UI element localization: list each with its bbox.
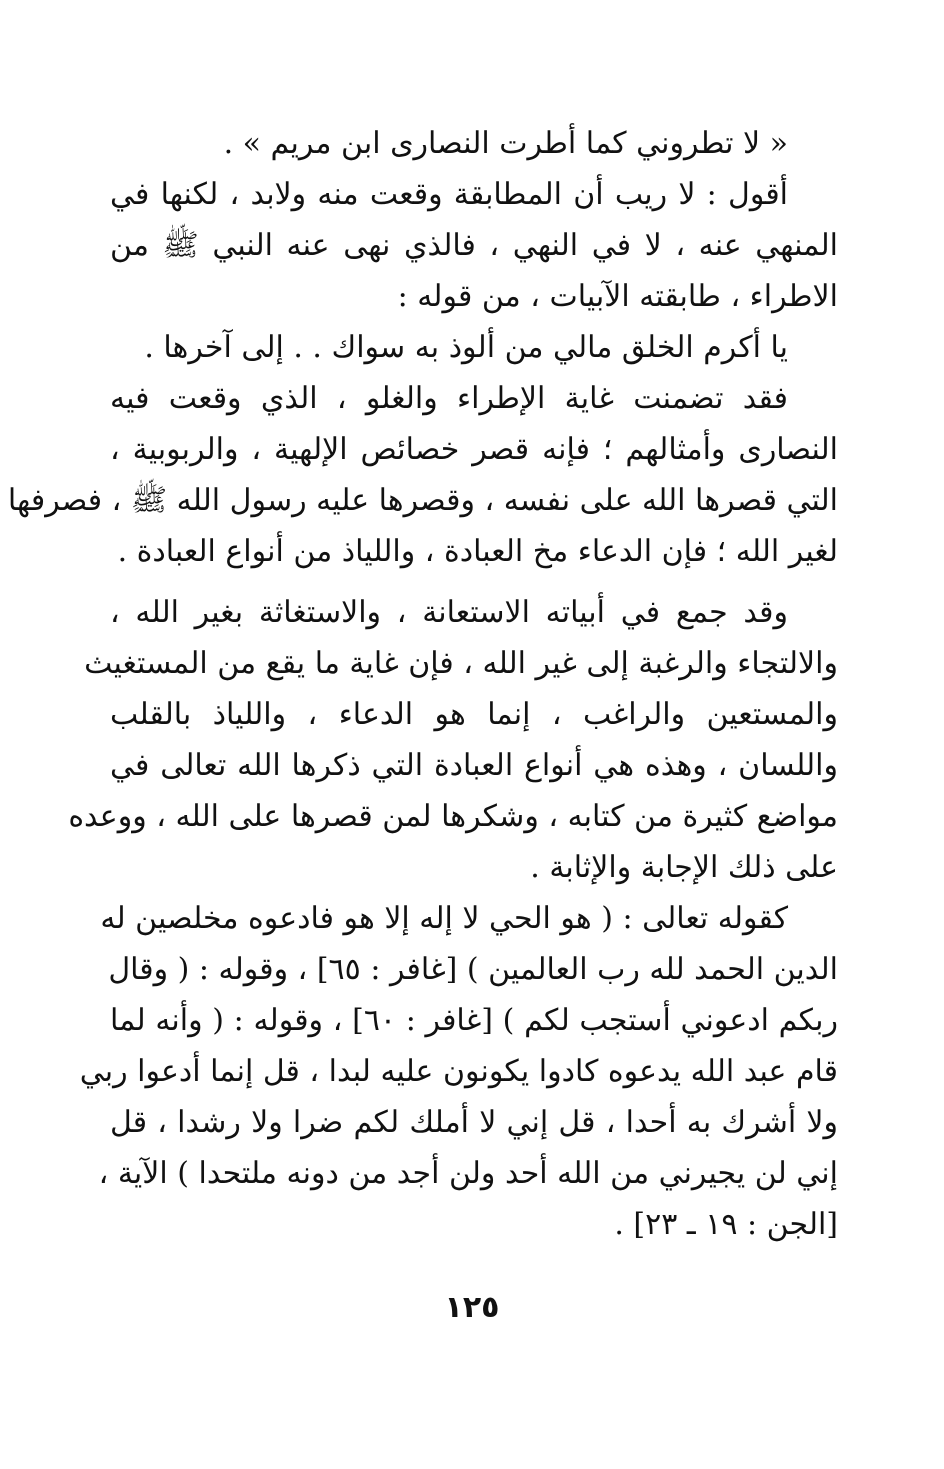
text-line-9: لغير الله ؛ فإن الدعاء مخ العبادة ، واللياذ من أنواع العبادة . (117, 534, 838, 569)
text-line-8: التي قصرها الله على نفسه ، وقصرها عليه رسول الله ﷺ ، فصرفها (7, 483, 838, 518)
text-line-18: ربكم ادعوني أستجب لكم ) [غافر : ٦٠] ، وقوله : ( وأنه لما (110, 1003, 838, 1038)
text-line-22: [الجن : ١٩ ـ ٢٣] . (614, 1207, 838, 1242)
text-line-19: قام عبد الله يدعوه كادوا يكونون عليه لبدا ، قل إنما أدعوا ربي (79, 1054, 838, 1089)
text-line-3: المنهي عنه ، لا في النهي ، فالذي نهى عنه النبي ﷺ من (110, 228, 838, 263)
page-number: ١٢٥ (444, 1290, 500, 1325)
text-line-13: واللسان ، وهذه هي أنواع العبادة التي ذكرها الله تعالى في (110, 748, 838, 783)
text-line-11: والالتجاء والرغبة إلى غير الله ، فإن غاية ما يقع من المستغيث (84, 646, 838, 681)
text-line-20: ولا أشرك به أحدا ، قل إني لا أملك لكم ضرا ولا رشدا ، قل (110, 1105, 838, 1140)
text-line-12: والمستعين والراغب ، إنما هو الدعاء ، واللياذ بالقلب (110, 697, 838, 732)
text-line-6: فقد تضمنت غاية الإطراء والغلو ، الذي وقعت فيه (110, 381, 788, 416)
text-line-2: أقول : لا ريب أن المطابقة وقعت منه ولابد ، لكنها في (110, 177, 788, 212)
paragraph-gap (110, 577, 838, 587)
page-body-text (7, 118, 838, 1250)
text-line-17: الدين الحمد لله رب العالمين ) [غافر : ٦٥] ، وقوله : ( وقال (108, 952, 838, 987)
text-line-21: إني لن يجيرني من الله أحد ولن أجد من دونه ملتحدا ) الآية ، (98, 1156, 838, 1191)
text-line-16: كقوله تعالى : ( هو الحي لا إله إلا هو فادعوه مخلصين له (100, 901, 788, 936)
text-line-15: على ذلك الإجابة والإثابة . (530, 850, 838, 885)
text-line-10: وقد جمع في أبياته الاستعانة ، والاستغاثة بغير الله ، (110, 595, 788, 630)
text-line-1: « لا تطروني كما أطرت النصارى ابن مريم » . (223, 126, 788, 161)
text-line-7: النصارى وأمثالهم ؛ فإنه قصر خصائص الإلهية ، والربوبية ، (110, 432, 838, 467)
text-line-5: يا أكرم الخلق مالي من ألوذ به سواك . . إلى آخرها . (144, 330, 788, 365)
text-line-14: مواضع كثيرة من كتابه ، وشكرها لمن قصرها على الله ، ووعده (68, 799, 838, 834)
text-line-4: الاطراء ، طابقته الآبيات ، من قوله : (397, 279, 838, 314)
